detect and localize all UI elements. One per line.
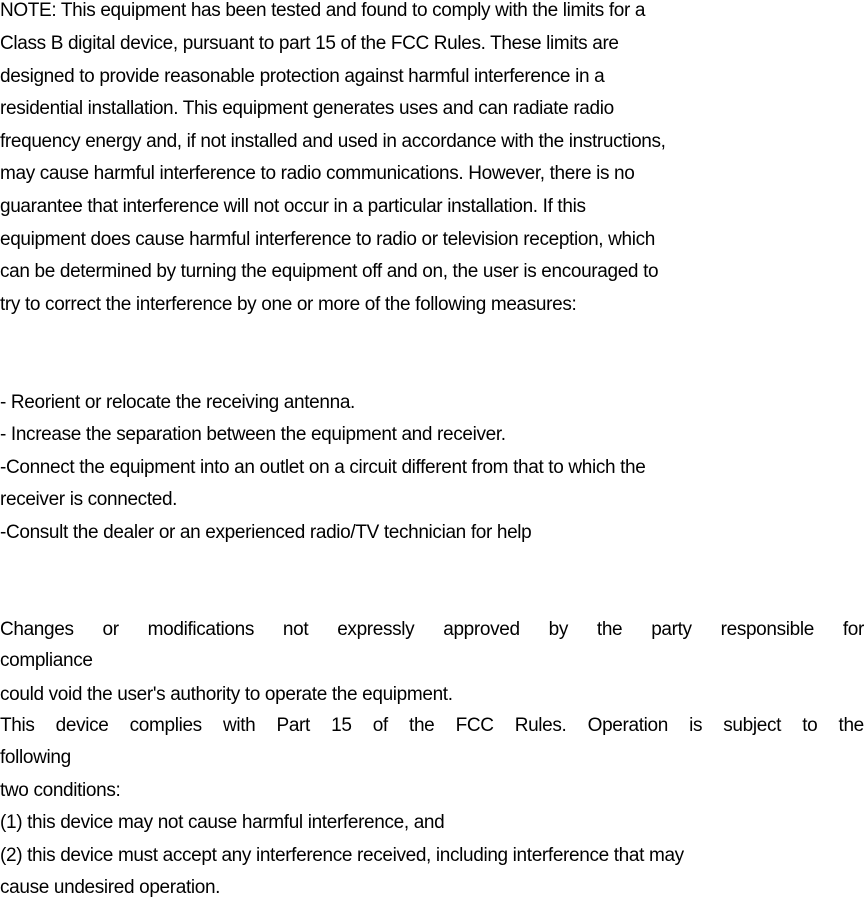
- word: FCC: [455, 715, 494, 736]
- notice-line: guarantee that interference will not occur in a particular installation. If this: [0, 196, 586, 217]
- word: to: [802, 715, 818, 736]
- word: Changes: [0, 619, 74, 640]
- notice-line: Class B digital device, pursuant to part 15 of the FCC Rules. These limits are: [0, 33, 619, 54]
- changes-line: could void the user's authority to operate the equipment.: [0, 684, 453, 705]
- word: This: [0, 715, 35, 736]
- word: for: [842, 619, 864, 640]
- word: expressly: [337, 619, 415, 640]
- word: responsible: [720, 619, 814, 640]
- compliance-line: (2) this device must accept any interference received, including interference that may: [0, 845, 684, 866]
- changes-line: compliance: [0, 650, 93, 671]
- word: the: [596, 619, 623, 640]
- word: approved: [443, 619, 520, 640]
- word: the: [838, 715, 864, 736]
- compliance-line: following: [0, 747, 71, 768]
- word: of: [372, 715, 388, 736]
- word: is: [689, 715, 703, 736]
- notice-line: NOTE: This equipment has been tested and found to comply with the limits for a: [0, 0, 646, 21]
- word: device: [55, 715, 109, 736]
- word: not: [282, 619, 309, 640]
- compliance-first-line: [0, 714, 864, 738]
- word: by: [548, 619, 568, 640]
- word: modifications: [147, 619, 254, 640]
- word: or: [102, 619, 119, 640]
- measure-line: -Connect the equipment into an outlet on a circuit different from that to which the: [0, 457, 646, 478]
- measure-line: - Increase the separation between the equipment and receiver.: [0, 424, 506, 445]
- word: 15: [331, 715, 352, 736]
- compliance-line: two conditions:: [0, 780, 121, 801]
- word: Part: [276, 715, 310, 736]
- compliance-line: cause undesired operation.: [0, 877, 221, 898]
- compliance-line: (1) this device may not cause harmful interference, and: [0, 812, 445, 833]
- changes-first-line: [0, 618, 864, 642]
- word: complies: [129, 715, 202, 736]
- word: the: [409, 715, 435, 736]
- measure-line: - Reorient or relocate the receiving antenna.: [0, 392, 355, 413]
- notice-line: may cause harmful interference to radio communications. However, there is no: [0, 163, 635, 184]
- word: Operation: [587, 715, 668, 736]
- notice-line: designed to provide reasonable protection against harmful interference in a: [0, 66, 605, 87]
- word: with: [222, 715, 256, 736]
- word: subject: [723, 715, 782, 736]
- measure-line: receiver is connected.: [0, 489, 178, 510]
- notice-line: residential installation. This equipment generates uses and can radiate radio: [0, 98, 614, 119]
- notice-line: equipment does cause harmful interference to radio or television reception, which: [0, 229, 655, 250]
- notice-line: try to correct the interference by one or more of the following measures:: [0, 294, 577, 315]
- word: Rules.: [514, 715, 567, 736]
- measure-line: -Consult the dealer or an experienced radio/TV technician for help: [0, 522, 532, 543]
- notice-line: can be determined by turning the equipment off and on, the user is encouraged to: [0, 261, 659, 282]
- notice-line: frequency energy and, if not installed and used in accordance with the instructions,: [0, 131, 666, 152]
- word: party: [651, 619, 692, 640]
